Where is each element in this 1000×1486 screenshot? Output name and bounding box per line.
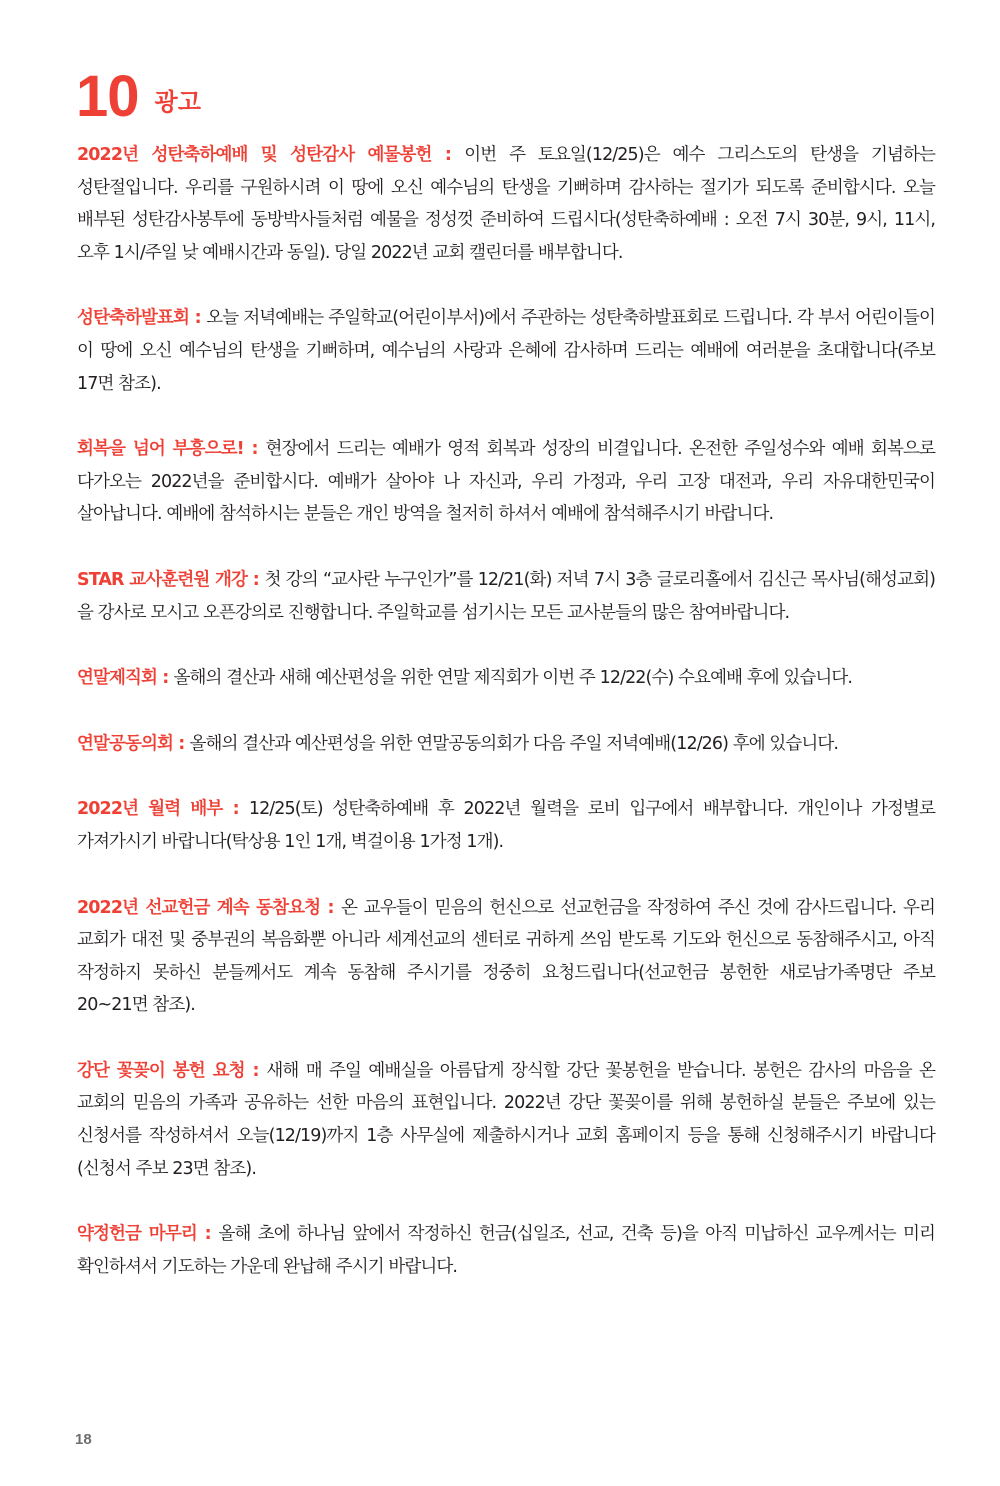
announcement-separator: :: [173, 733, 190, 754]
announcement-separator: :: [431, 145, 465, 165]
announcement-separator: :: [189, 308, 207, 329]
announcement-title: 연말제직회: [77, 668, 158, 689]
announcement-separator: :: [196, 1224, 219, 1245]
announcement-separator: :: [244, 1060, 267, 1081]
announcement-separator: :: [320, 897, 341, 918]
announcement-title: STAR 교사훈련원 개강: [77, 569, 248, 590]
announcement-title: 2022년 선교헌금 계속 동참요청: [77, 897, 321, 918]
announcement-body: 올해의 결산과 예산편성을 위한 연말공동의회가 다음 주일 저녁예배(12/26) 후에 있습니다.: [189, 733, 839, 754]
announcement-body: 첫 강의 “교사란 누구인가”를 12/21(화) 저녁 7시 3층 글로리홀에서 김신근 목사님(해성교회)을 강사로 모시고 오픈강의로 진행합니다. 주일학교를 섬기시는 모든 교사분들의 많은 참여바랍니다.: [77, 569, 935, 623]
announcement-title: 성탄축하발표회: [77, 308, 190, 329]
announcement-item: [77, 728, 935, 761]
announcement-title: 회복을 넘어 부흥으로!: [77, 439, 244, 460]
announcement-body: 현장에서 드리는 예배가 영적 회복과 성장의 비결입니다. 온전한 주일성수와 예배 회복으로 다가오는 2022년을 준비합시다. 예배가 살아야 나 자신과, 우리 가정과, 우리 고장 대전과, 우리 자유대한민국이 살아납니다. 예배에 참석하시는 분들은 개인 방역을 철저히 하셔서 예배에 참석해주시기 바랍니다.: [77, 439, 935, 525]
page-number: 18: [75, 1431, 92, 1448]
announcement-title: 2022년 성탄축하예배 및 성탄감사 예물봉헌: [77, 145, 432, 165]
announcement-body: 12/25(토) 성탄축하예배 후 2022년 월력을 로비 입구에서 배부합니다. 개인이나 가정별로 가져가시기 바랍니다(탁상용 1인 1개, 벽걸이용 1가정 1개).: [77, 799, 935, 852]
section-title: 광고: [154, 88, 201, 116]
announcement-item: [77, 564, 935, 629]
announcement-title: 2022년 월력 배부: [77, 799, 223, 820]
announcement-body: 새해 매 주일 예배실을 아름답게 장식할 강단 꽃봉헌을 받습니다. 봉헌은 감사의 마음을 온 교회의 믿음의 가족과 공유하는 선한 마음의 표현입니다. 2022년 강단 꽃꽂이를 위해 봉헌하실 분들은 주보에 있는 신청서를 작성하셔서 오늘(12/19)까지 1층 사무실에 제출하시거나 교회 홈페이지 등을 통해 신청해주시기 바랍니다(신청서 주보 23면 참조).: [77, 1060, 936, 1179]
announcement-title: 약정헌금 마무리: [77, 1224, 197, 1245]
announcement-body: 오늘 저녁예배는 주일학교(어린이부서)에서 주관하는 성탄축하발표회로 드립니다. 각 부서 어린이들이 이 땅에 오신 예수님의 탄생을 기뻐하며, 예수님의 사랑과 은혜에 감사하며 드리는 예배에 여러분을 초대합니다(주보 17면 참조).: [77, 308, 936, 394]
section-header: [76, 64, 201, 129]
announcement-separator: :: [157, 668, 174, 689]
announcement-body: 올해의 결산과 새해 예산편성을 위한 연말 제직회가 이번 주 12/22(수) 수요예배 후에 있습니다.: [173, 668, 853, 689]
announcement-title: 연말공동의회: [77, 733, 174, 754]
announcement-separator: :: [222, 799, 249, 820]
announcement-body: 이번 주 토요일(12/25)은 예수 그리스도의 탄생을 기념하는 성탄절입니다. 우리를 구원하시려 이 땅에 오신 예수님의 탄생을 기뻐하며 감사하는 절기가 되도록 준비합시다. 오늘 배부된 성탄감사봉투에 동방박사들처럼 예물을 정성껏 준비하여 드립시다(성탄축하예배 : 오전 7시 30분, 9시, 11시, 오후 1시/주일 낮 예배시간과 동일). 당일 2022년 교회 캘린더를 배부합니다.: [77, 145, 935, 263]
announcement-item: [77, 1218, 935, 1283]
section-number: 10: [76, 64, 139, 129]
announcement-list: [77, 139, 935, 1316]
announcement-item: [77, 892, 935, 1022]
announcement-item: [77, 662, 935, 695]
announcement-separator: :: [243, 439, 266, 460]
announcement-item: [77, 793, 935, 858]
announcement-item: [77, 1055, 935, 1185]
announcement-item: [77, 433, 935, 531]
announcement-item: [77, 302, 935, 400]
announcement-title: 강단 꽃꽂이 봉헌 요청: [77, 1060, 245, 1081]
announcement-item: [77, 139, 935, 269]
announcement-body: 올해 초에 하나님 앞에서 작정하신 헌금(십일조, 선교, 건축 등)을 아직 미납하신 교우께서는 미리 확인하셔서 기도하는 가운데 완납해 주시기 바랍니다.: [77, 1224, 935, 1277]
announcement-body: 온 교우들이 믿음의 헌신으로 선교헌금을 작정하여 주신 것에 감사드립니다. 우리 교회가 대전 및 중부권의 복음화뿐 아니라 세계선교의 센터로 귀하게 쓰임 받도록 기도와 헌신으로 동참해주시고, 아직 작정하지 못하신 분들께서도 계속 동참해 주시기를 정중히 요청드립니다(선교헌금 봉헌한 새로남가족명단 주보 20~21면 참조).: [77, 897, 935, 1016]
announcement-separator: :: [247, 569, 265, 590]
